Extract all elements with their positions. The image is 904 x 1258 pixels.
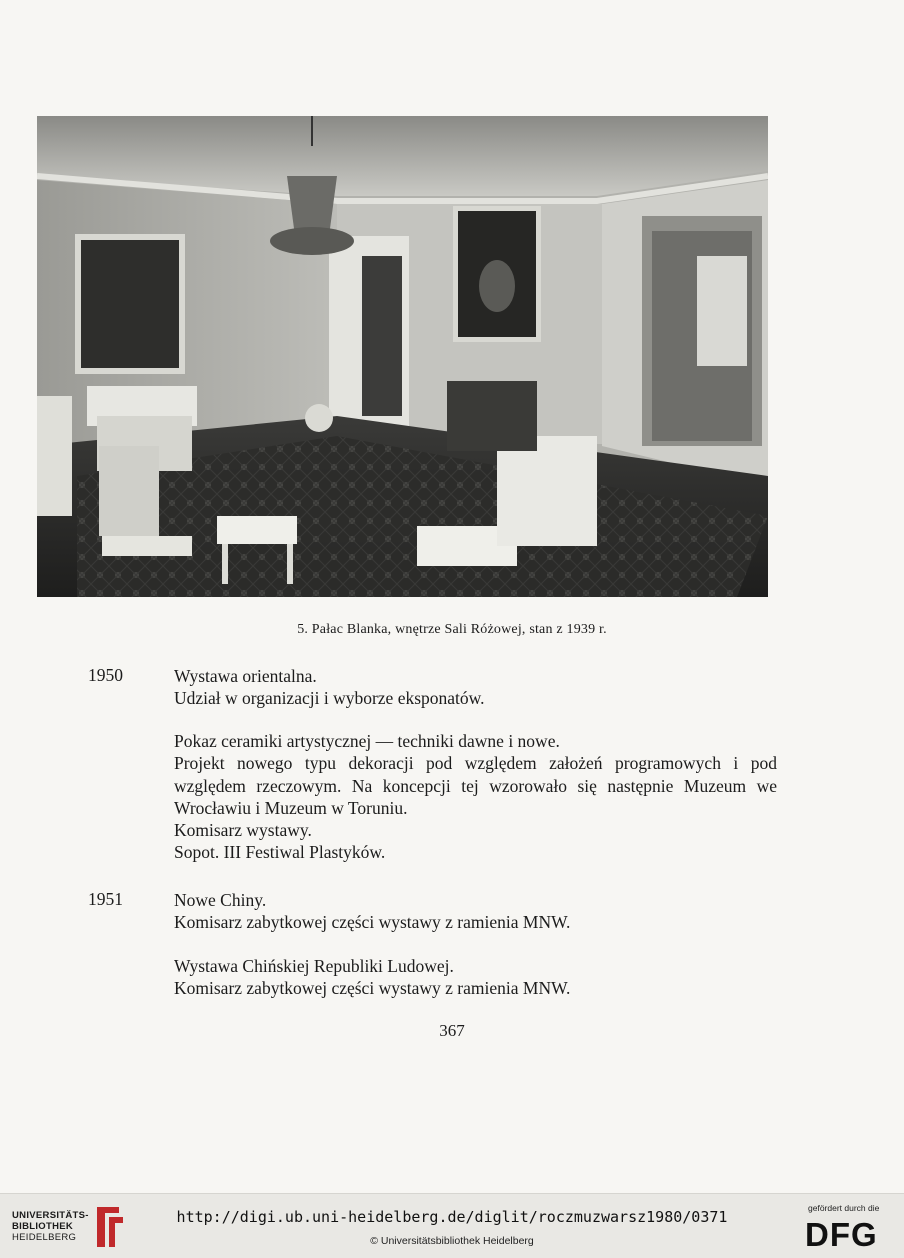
interior-photograph (37, 116, 768, 597)
entry-year: 1950 (88, 665, 123, 685)
entry-year: 1951 (88, 889, 123, 909)
entry-ceramics (174, 730, 777, 864)
figure-caption: 5. Pałac Blanka, wnętrze Sali Różowej, stan z 1939 r. (297, 622, 607, 637)
entry-1951 (174, 889, 777, 934)
digitization-footer (0, 1193, 904, 1258)
entry-line: Nowe Chiny. (174, 890, 267, 910)
entry-1950 (174, 665, 777, 710)
page-number: 367 (439, 1021, 465, 1040)
entry-line: Wystawa orientalna. (174, 666, 317, 686)
entry-line: Komisarz wystawy. (174, 820, 312, 841)
entry-line: Komisarz zabytkowej części wystawy z ramienia MNW. (174, 912, 571, 933)
permalink-url[interactable]: http://digi.ub.uni-heidelberg.de/diglit/roczmuzwarsz1980/0371 (176, 1208, 728, 1226)
dfg-logo: DFG (805, 1216, 878, 1253)
library-line: UNIVERSITÄTS- (12, 1210, 89, 1221)
entry-line: Udział w organizacji i wyborze eksponatów. (174, 688, 485, 709)
copyright-notice: © Universitätsbibliothek Heidelberg (370, 1235, 534, 1247)
entry-line: Sopot. III Festiwal Plastyków. (174, 842, 386, 863)
entry-line: Komisarz zabytkowej części wystawy z ramienia MNW. (174, 978, 571, 999)
funding-note: gefördert durch die (808, 1203, 880, 1213)
entry-chinese-exhibition (174, 955, 777, 1000)
library-line: HEIDELBERG (12, 1232, 77, 1243)
entry-line: Pokaz ceramiki artystycznej — techniki dawne i nowe. (174, 731, 560, 751)
entry-paragraph: Projekt nowego typu dekoracji pod względem założeń programowych i pod względem rzeczowym. Na koncepcji tej wzorowało się następnie Muzeum we Wrocławiu i Muzeum w Toruniu. (174, 753, 777, 818)
library-line: BIBLIOTHEK (12, 1221, 74, 1232)
entry-line: Wystawa Chińskiej Republiki Ludowej. (174, 956, 454, 976)
